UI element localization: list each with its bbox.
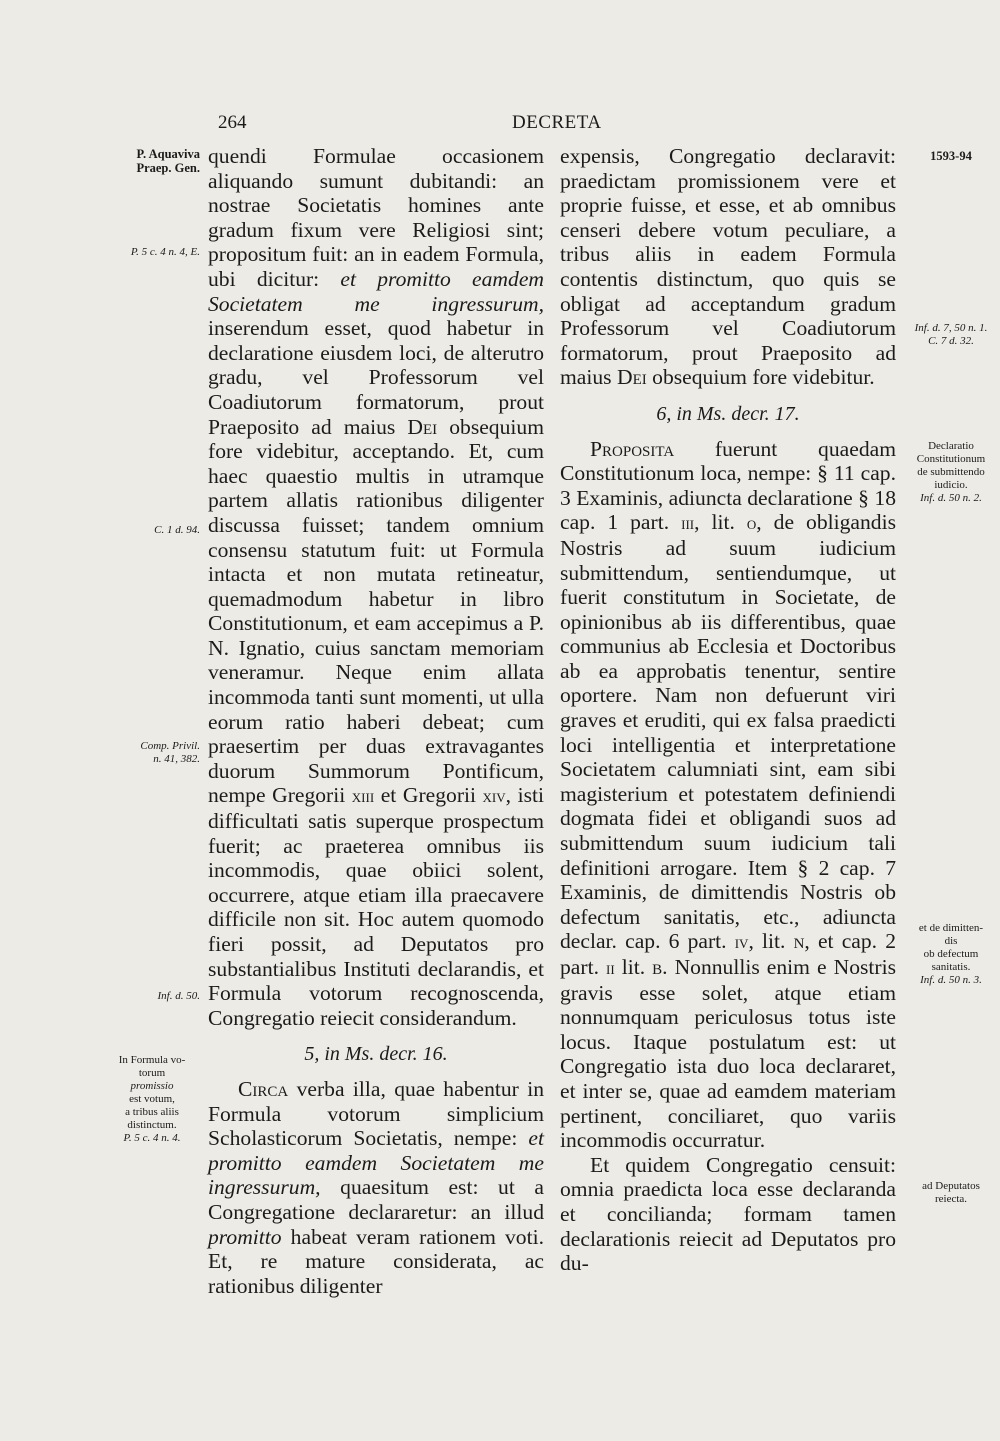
margin-note-line: Inf. d. 50 n. 3. xyxy=(920,974,982,986)
page-number: 264 xyxy=(218,112,247,133)
small-caps-text: Dei xyxy=(407,414,438,439)
text: verba illa, quae habentur in Formula votorum simplicium Scholasticorum Societatis, nempe: xyxy=(208,1076,544,1151)
margin-ref xyxy=(100,246,200,259)
text: , de obligandis Nostris ad suum iudicium submittendum, sentiendumque, ut fuerit constitutum in Societate, de opinionibus ab iis differentibus, quae communius ab Ecclesia et Doctoribus ab ea approbatis tenentur, sentire oportere. Nam non defuerunt viri graves et eruditi, qui ex falsa praedicti loci intelligentia et interpretatione Societatem calumniati sint, eam sibi magisterium et potestatem definiendi dogmata fidei et obligandi suos ad submittendum suum iudicium tali definitioni arrogare. Item § 2 cap. 7 Examinis, de dimittendis Nostris ob defectum sanitatis, etc., adiuncta declar. cap. 6 part. xyxy=(560,510,897,954)
text: lit. xyxy=(614,955,653,979)
text: quaesitum est: ut a Congregatione declararetur: an illud xyxy=(208,1175,544,1224)
section-heading: 6, in Ms. decr. 17. xyxy=(656,402,800,425)
margin-note-line: Declaratio xyxy=(928,440,974,452)
text: habeat veram rationem voti. Et, re mature considerata, ac rationibus diligenter xyxy=(208,1224,544,1298)
right-column xyxy=(560,144,896,1276)
margin-ref-text: C. 1 d. 94. xyxy=(154,524,200,536)
margin-note-line: torum xyxy=(138,1067,166,1079)
roman-numeral: ii xyxy=(606,958,615,978)
roman-numeral: xiii xyxy=(351,786,375,807)
text: quendi Formulae occasionem aliquando sumunt dubitandi: an nostrae Societatis homines ante gradum fixum vere Religiosi sint; propositum fuit: an in eadem Formula, ubi dicitur: xyxy=(208,144,544,291)
paragraph xyxy=(560,144,896,390)
margin-year xyxy=(908,150,994,164)
margin-note-line: de submittendo xyxy=(917,466,985,478)
margin-ref-text: Inf. d. 7, 50 n. 1. xyxy=(914,322,988,334)
letter-ref: b xyxy=(652,955,663,979)
italic-text: et promitto eamdem Societatem me ingressurum, xyxy=(208,266,544,316)
letter-ref: n xyxy=(793,929,805,954)
text: . Nonnullis enim e Nostris gravis esse solet, atque etiam nonnumquam periculosus totus iste locus. Itaque postulatum est: ut Congregatio ista duo loca declararet, et inter se, quae ad eamdem materiam pertinent, conciliaret, quo variis incommodis occurratur. xyxy=(560,955,896,1153)
margin-note-line: reiecta. xyxy=(934,1193,968,1205)
margin-author xyxy=(100,148,200,176)
text: inserendum esset, quod habetur in declaratione eiusdem loci, de alterutro gradu, vel Professorum vel Coadiutorum formatorum, prout Praeposito ad maius xyxy=(208,316,544,439)
small-caps-text: Circa xyxy=(238,1076,289,1101)
running-title: DECRETA xyxy=(512,112,602,133)
margin-note xyxy=(908,1180,994,1206)
margin-note-line: distinctum. xyxy=(127,1119,177,1131)
margin-note-line: In Formula vo- xyxy=(118,1054,186,1066)
text: obsequium fore videbitur, acceptando. Et, cum haec quaestio multis in utramque partem allatis rationibus diligenter discussa fuisset; tandem omnium consensu statutum fuit: ut Formula intacta et non mutata retineatur, quemadmodum habetur in libro Constitutionum, et eam accepimus a P. N. Ignatio, cuius sanctam memoriam veneramur. Neque enim allata incommoda tanti sunt momenti, ut ulla eorum ratio haberi debeat; cum praesertim per duas extravagantes duorum Summorum Pontificum, nempe Gregorii xyxy=(208,414,544,808)
margin-note-line: promissio xyxy=(130,1080,174,1092)
margin-ref xyxy=(100,740,200,766)
text: , lit. xyxy=(694,510,747,535)
text: , lit. xyxy=(748,929,794,954)
margin-note xyxy=(100,1054,204,1145)
text: Et quidem Congregatio censuit: omnia praedicta loca esse declaranda et concilianda; formam tamen declarationis reiecit ad Deputatos pro du- xyxy=(560,1152,896,1276)
margin-ref-text: Comp. Privil. xyxy=(140,740,200,752)
letter-ref: o xyxy=(746,513,757,534)
margin-ref-text: Inf. d. 50. xyxy=(157,990,200,1002)
margin-note-line: a tribus aliis xyxy=(125,1106,179,1118)
italic-text: et promitto eamdem Societatem me ingressurum, xyxy=(208,1126,544,1200)
margin-note-line: dis xyxy=(944,935,958,947)
margin-year-text: 1593-94 xyxy=(930,149,972,163)
margin-note-line: ad Deputatos xyxy=(922,1180,980,1192)
margin-note-line: ob defectum xyxy=(923,948,979,960)
margin-author-name: P. Aquaviva xyxy=(136,147,200,161)
small-caps-text: Dei xyxy=(616,365,647,390)
roman-numeral: iv xyxy=(734,932,749,953)
small-caps-text: Proposita xyxy=(590,436,675,461)
paragraph xyxy=(208,144,544,1030)
text: , et cap. 2 part. xyxy=(560,929,897,979)
margin-ref-text: n. 41, 382. xyxy=(153,753,200,765)
margin-note-line: iudicio. xyxy=(934,479,968,491)
margin-note-line: Inf. d. 50 n. 2. xyxy=(920,492,982,504)
section-heading: 5, in Ms. decr. 16. xyxy=(304,1043,448,1066)
margin-author-title: Praep. Gen. xyxy=(136,161,200,175)
margin-note xyxy=(908,440,994,505)
roman-numeral: xiv xyxy=(482,786,506,807)
margin-note-line: sanitatis. xyxy=(931,961,971,973)
margin-note-line: Constitutionum xyxy=(916,453,986,465)
italic-text: promitto xyxy=(208,1224,282,1249)
margin-ref xyxy=(100,990,200,1003)
margin-ref xyxy=(100,524,200,537)
margin-note-line: P. 5 c. 4 n. 4. xyxy=(123,1132,181,1144)
margin-ref-text: P. 5 c. 4 n. 4, E. xyxy=(130,246,200,258)
paragraph xyxy=(560,1153,896,1276)
text: , isti difficultati satis superque prospectum fuerit; ac praeterea omnibus iis incommodis, quae obiici solent, occurrere, atque etiam illa praecavere difficile non sit. Hoc autem quomodo fieri possit, ad Deputatos pro substantialibus Instituti declarandis, et Formula votorum recognoscenda, Congregatio reiecit considerandum. xyxy=(208,783,544,1030)
margin-note-line: est votum, xyxy=(129,1093,175,1105)
margin-ref-text: C. 7 d. 32. xyxy=(928,335,974,347)
margin-note-line: et de dimitten- xyxy=(918,922,984,934)
text: fuerunt quaedam Constitutionum loca, nempe: § 11 cap. 3 Examinis, adiuncta declaratione § 18 cap. 1 part. xyxy=(560,436,896,535)
margin-note xyxy=(908,922,994,987)
text: et Gregorii xyxy=(374,783,483,808)
left-column xyxy=(208,144,544,1298)
roman-numeral: iii xyxy=(681,513,695,534)
margin-ref xyxy=(908,322,994,348)
text: expensis, Congregatio declaravit: praedictam promissionem vere et proprie fuisse, et esse, et ab omnibus censeri debere votum peculiare, a tribus aliis in eadem Formula contentis distinctum, quo quis se obligat ad acceptandum gradum Professorum vel Coadiutorum formatorum, prout Praeposito ad maius xyxy=(560,144,896,390)
paragraph xyxy=(560,437,896,1153)
text: obsequium fore videbitur. xyxy=(646,365,875,390)
paragraph xyxy=(208,1077,544,1298)
